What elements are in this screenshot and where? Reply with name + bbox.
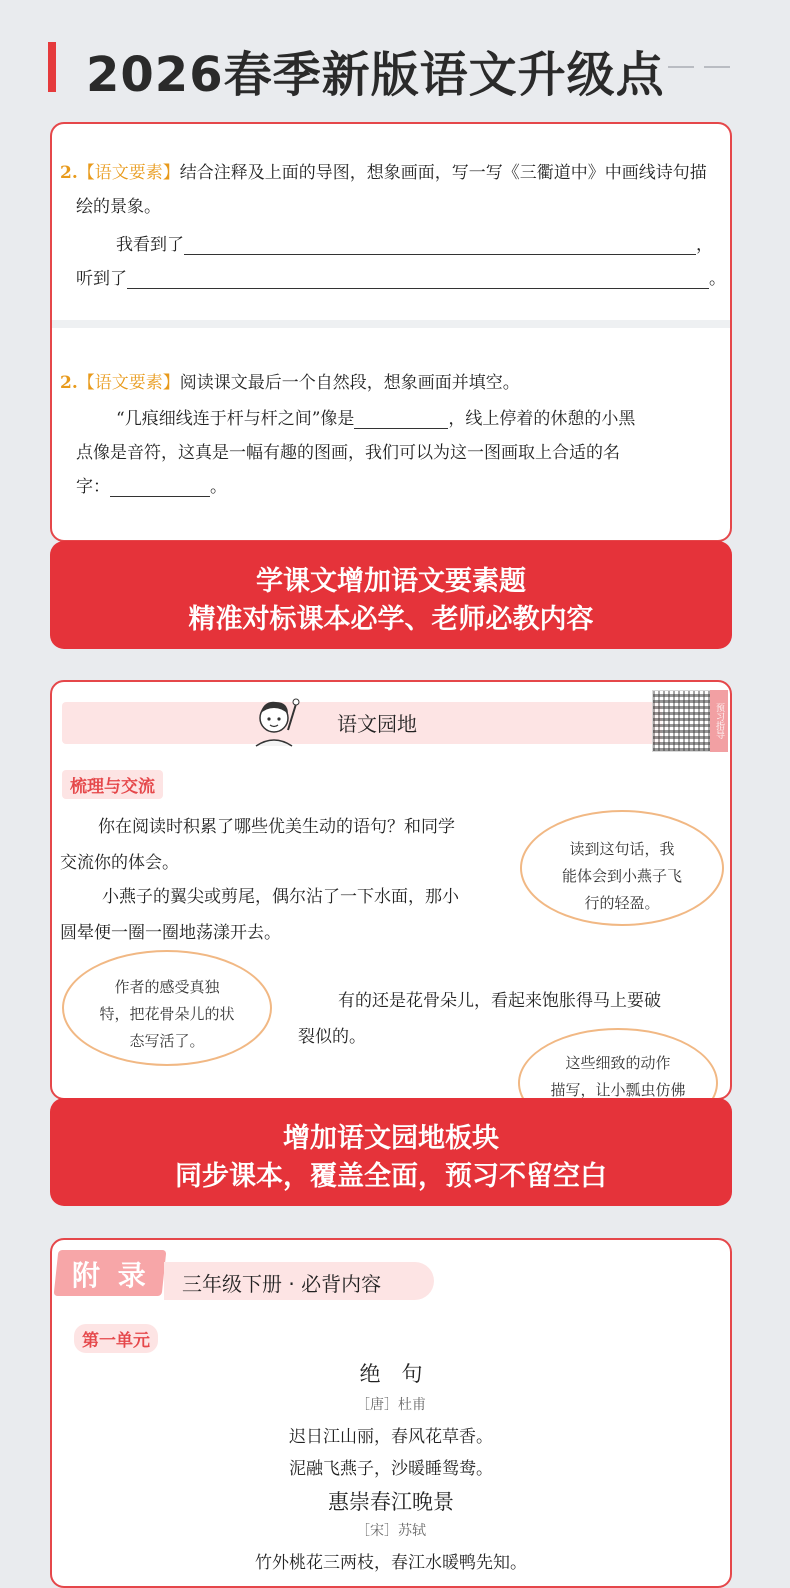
poem-line: 迟日江山丽，春风花草香。 (289, 1427, 493, 1447)
chinese-garden-card (50, 680, 732, 1100)
feature-banner (50, 541, 732, 649)
poem-author: ［宋］苏轼 (356, 1523, 426, 1539)
poem-title: 绝 句 (359, 1362, 423, 1386)
paragraph-3-line2: 裂似的。 (298, 1027, 366, 1047)
comment-bubble-1: 读到这句话，我 能体会到小燕子飞 行的轻盈。 (520, 810, 724, 926)
answer-blank[interactable] (127, 288, 709, 289)
feature-banner (50, 1098, 732, 1206)
qr-tag: 预习指导 (710, 690, 728, 752)
fill-line-see: 我看到了 ， (116, 235, 713, 255)
poem-author: ［唐］杜甫 (356, 1397, 426, 1413)
paragraph-1-line2: 交流你的体会。 (60, 853, 179, 873)
unit-label: 第一单元 (74, 1324, 158, 1353)
qr-code-icon[interactable] (652, 690, 714, 752)
section-divider (52, 320, 730, 328)
paragraph-2-line2: 圆晕便一圈一圈地荡漾开去。 (60, 923, 281, 943)
header-accent-bar (48, 42, 56, 92)
banner-line-2: 精准对标课本必学、老师必教内容 (188, 604, 594, 635)
paragraph-3-line1: 有的还是花骨朵儿，看起来饱胀得马上要破 (338, 991, 661, 1011)
poem-title: 惠崇春江晚景 (328, 1490, 454, 1514)
header-dash-1 (668, 66, 694, 68)
banner-line-1: 学课文增加语文要素题 (256, 566, 526, 597)
paragraph-2-line1: 小燕子的翼尖或剪尾，偶尔沾了一下水面，那小 (102, 887, 459, 907)
boy-mascot-icon (250, 690, 302, 750)
appendix-label: 附 录 (72, 1259, 150, 1292)
header-dash-2 (704, 66, 730, 68)
appendix-title: 三年级下册 · 必背内容 (182, 1272, 382, 1296)
banner-line-1: 增加语文园地板块 (283, 1123, 499, 1154)
answer-blank[interactable] (110, 496, 210, 497)
question-2-line3: 字： 。 (76, 477, 227, 497)
comment-bubble-3: 这些细致的动作 描写，让小瓢虫仿佛 (518, 1028, 718, 1100)
question-2: 2.【语文要素】阅读课文最后一个自然段，想象画面并填空。 (60, 373, 520, 393)
subsection-label: 梳理与交流 (62, 770, 163, 799)
answer-blank[interactable] (354, 428, 448, 429)
question-1-line2: 绘的景象。 (76, 197, 161, 217)
paragraph-1-line1: 你在阅读时积累了哪些优美生动的语句？和同学 (98, 817, 455, 837)
poem-line: 泥融飞燕子，沙暖睡鸳鸯。 (289, 1459, 493, 1479)
comment-bubble-2: 作者的感受真独 特，把花骨朵儿的状 态写活了。 (62, 950, 272, 1066)
banner-line-2: 同步课本，覆盖全面，预习不留空白 (175, 1161, 607, 1192)
exercise-card (50, 122, 732, 542)
answer-blank[interactable] (184, 254, 696, 255)
poem-line: 竹外桃花三两枝，春江水暖鸭先知。 (255, 1553, 527, 1573)
question-1: 2.【语文要素】结合注释及上面的导图，想象画面，写一写《三衢道中》中画线诗句描 (60, 163, 707, 183)
page-title: 2026春季新版语文升级点 (86, 47, 665, 103)
question-2-line2: 点像是音符，这真是一幅有趣的图画，我们可以为这一图画取上合适的名 (76, 443, 620, 463)
fill-line-hear: 听到了 。 (76, 269, 726, 289)
question-tag: 【语文要素】 (77, 163, 180, 183)
question-tag: 【语文要素】 (77, 373, 180, 393)
question-2-line1: “几痕细线连于杆与杆之间”像是 ，线上停着的休憩的小黑 (116, 409, 636, 429)
section-title: 语文园地 (337, 712, 417, 736)
appendix-card (50, 1238, 732, 1588)
